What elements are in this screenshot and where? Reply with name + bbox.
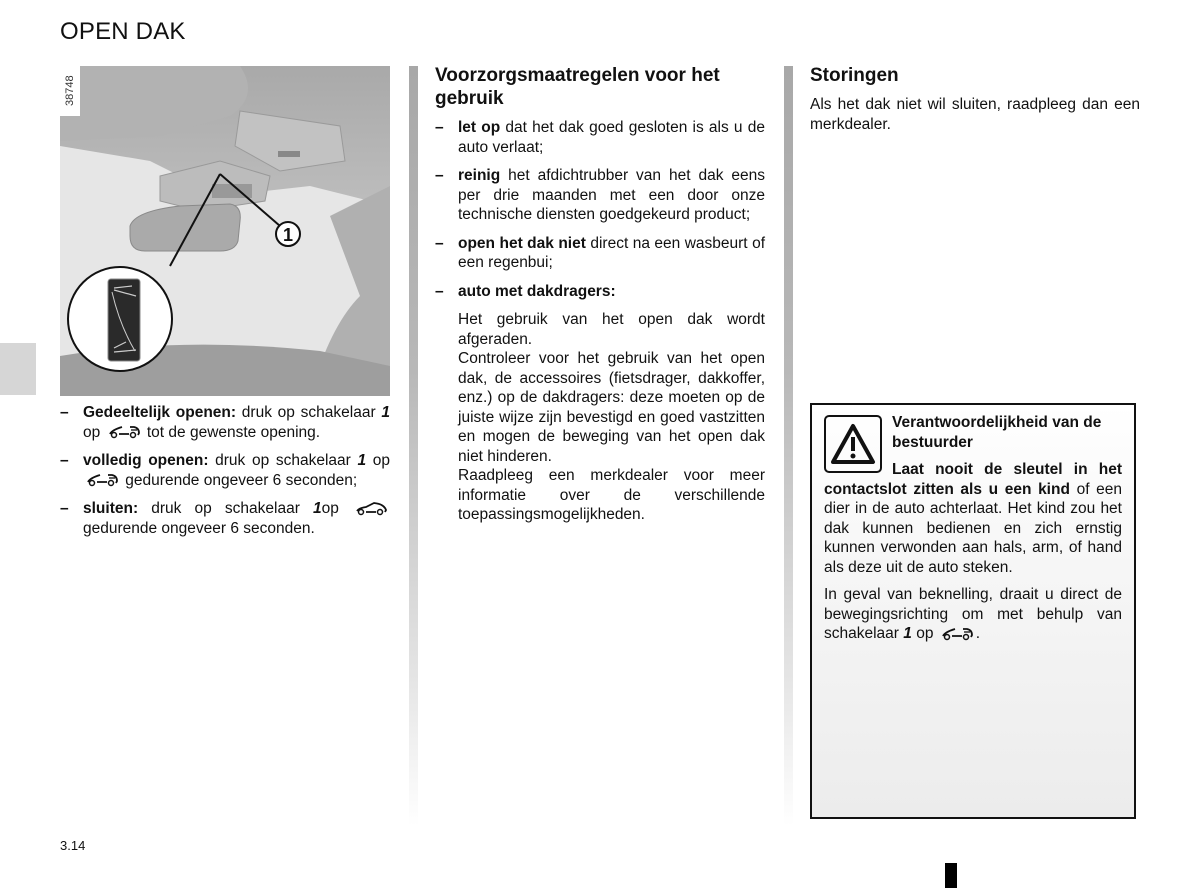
item-label: sluiten: <box>83 500 139 517</box>
column-divider <box>409 66 418 826</box>
item-text: tot de gewenste opening. <box>142 423 321 441</box>
warning-box <box>810 403 1136 819</box>
column-divider <box>784 66 793 826</box>
list-item: – reinig het afdichtrubber van het dak eens per drie maanden met een door onze technische diensten goedgekeurd product; <box>435 167 765 223</box>
list-item: – Gedeeltelijk openen: druk op schakelaar 1 op tot de gewenste opening. <box>60 404 390 441</box>
left-column <box>60 403 390 547</box>
full-open-roof-icon <box>85 472 119 488</box>
partial-open-roof-icon <box>940 626 974 642</box>
item-text: gedurende ongeveer 6 seconden; <box>121 471 358 489</box>
switch-number: 1 <box>903 625 912 642</box>
warning-body: op <box>911 625 938 642</box>
warning-title: Verantwoordelijkheid van de bestuurder <box>892 414 1102 451</box>
list-item: – open het dak niet direct na een wasbeurt of een regenbui; <box>435 234 765 271</box>
item-text: het afdichtrubber van het dak eens per drie maanden met een door onze technische diensten goedgekeurd product; <box>458 167 765 223</box>
warning-body: In geval van beknelling, draait u direct de bewegingsrichting om met behulp van schakelaar <box>824 586 1122 642</box>
item-label: let op <box>458 119 501 136</box>
warning-text-2 <box>824 585 1122 644</box>
page-title: OPEN DAK <box>60 18 186 45</box>
paragraph: Controleer voor het gebruik van het open dak, de accessoires (fietsdrager, dakkoffer, enz.) op de dakdragers: deze moeten op de juiste wijze zijn bevestigd en goed vastzitten en mogen de beweging van het open dak niet hinderen. <box>458 350 765 465</box>
warning-triangle-icon <box>824 415 882 473</box>
item-text: druk op schakelaar <box>236 404 382 421</box>
warning-bold-text: Laat nooit de sleutel in het contactslot zitten als u een kind <box>824 461 1122 498</box>
item-text: op <box>321 500 352 517</box>
item-text: dat het dak goed gesloten is als u de auto verlaat; <box>458 119 765 156</box>
switch-number: 1 <box>357 452 367 469</box>
item-text: direct na een wasbeurt of een regenbui; <box>458 234 765 271</box>
figure-code: 38748 <box>60 66 80 116</box>
list-item: – auto met dakdragers: <box>435 282 616 300</box>
item-label: Gedeeltelijk openen: <box>83 404 237 421</box>
right-column <box>810 64 1140 134</box>
warning-body: of een dier in de auto achterlaat. Het kind zou het dak kunnen bedienen en zich ernstig kunnen verwonden aan hals, arm, of hand als deze uit de auto steken. <box>824 480 1123 576</box>
item-label: volledig openen: <box>83 452 209 469</box>
list-item: – sluiten: druk op schakelaar 1op gedurende ongeveer 6 seconden. <box>60 499 390 538</box>
section-heading: Storingen <box>810 65 899 86</box>
chapter-tab <box>0 343 36 395</box>
warning-text <box>824 460 1122 577</box>
callout-1: 1 <box>282 225 294 245</box>
partial-open-roof-icon <box>107 424 141 440</box>
list-item: – let op dat het dak goed gesloten is als u de auto verlaat; <box>435 119 765 156</box>
warning-body: . <box>975 625 981 642</box>
interior-roof-illustration <box>60 66 390 396</box>
switch-number: 1 <box>381 404 390 421</box>
item-text: gedurende ongeveer 6 seconden. <box>83 519 315 537</box>
item-text: op <box>83 423 105 441</box>
item-label: auto met dakdragers: <box>458 282 616 300</box>
item-label: open het dak niet <box>458 234 586 252</box>
middle-column <box>435 64 765 525</box>
page-number: 3.14 <box>60 838 86 853</box>
roof-switch-illustration <box>60 66 390 396</box>
page-edge-marker <box>945 863 957 888</box>
close-roof-icon <box>354 501 388 517</box>
section-heading: Voorzorgsmaatregelen voor het gebruik <box>435 65 720 109</box>
paragraph: Raadpleeg een merkdealer voor meer informatie over de verschillende toepassingsmogelijkheden. <box>458 467 765 523</box>
paragraph: Als het dak niet wil sluiten, raadpleeg dan een merkdealer. <box>810 96 1140 133</box>
paragraph: Het gebruik van het open dak wordt afgeraden. <box>458 311 765 348</box>
item-label: reinig <box>458 167 501 184</box>
list-item: – volledig openen: druk op schakelaar 1 op gedurende ongeveer 6 seconden; <box>60 452 390 489</box>
switch-number: 1 <box>313 500 322 517</box>
item-text: druk op schakelaar <box>208 452 358 469</box>
item-text: op <box>366 452 390 469</box>
item-text: druk op schakelaar <box>138 500 313 517</box>
